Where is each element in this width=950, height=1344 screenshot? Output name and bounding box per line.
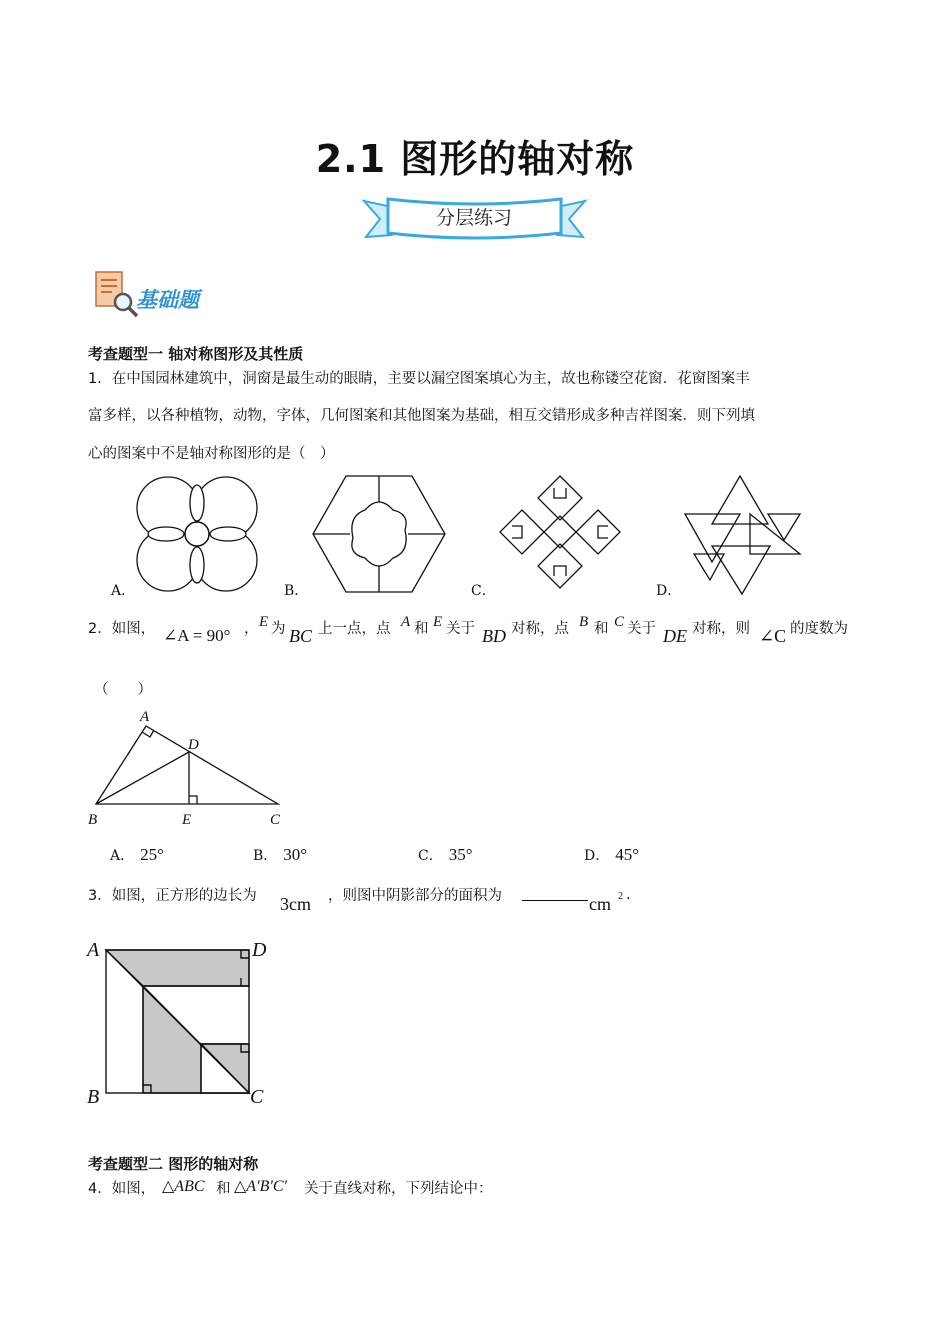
q1-option-b[interactable] (300, 472, 460, 606)
q4-triangle-abc-prime: △A′B′C′ (234, 1178, 288, 1195)
q1-option-d-label: D． (656, 583, 682, 599)
q2-option-b-label: B． (253, 848, 278, 864)
q1-line-2: 富多样，以各种植物，动物，字体，几何图案和其他图案为基础，相互交错形成多种吉祥图案．则下列填 (88, 408, 755, 424)
q1-option-c[interactable] (492, 470, 627, 599)
section-basic (92, 269, 232, 325)
q2-option-d[interactable] (584, 845, 639, 865)
q2-option-d-value: 45° (615, 845, 640, 864)
fig2-label-d: D (188, 737, 199, 753)
q2-text-8: 对称，则 (692, 621, 750, 637)
q2-segment-bd: BD (482, 626, 506, 646)
fig3-label-a: A (87, 939, 100, 961)
flower-window-figure (137, 477, 257, 591)
topic-1-heading: 考查题型一 轴对称图形及其性质 (88, 345, 304, 363)
q2-text-5: 对称，点 (511, 621, 569, 637)
q2-option-b-value: 30° (283, 845, 308, 864)
q2-option-b[interactable] (253, 845, 307, 865)
q2-option-a-label: A． (110, 848, 135, 864)
fig2-label-c: C (270, 812, 281, 828)
q2-text-1: 为 (271, 621, 286, 637)
section-label: 基础题 (136, 288, 199, 312)
q2-text-6: 和 (594, 621, 609, 637)
fig2-label-e: E (182, 812, 192, 828)
q2-text-2: 上一点，点 (318, 621, 391, 637)
document-search-icon (96, 272, 137, 316)
q4-triangle-abc: △ABC (162, 1178, 205, 1195)
q2-text-4: 关于 (446, 621, 475, 637)
q2-option-c-label: C． (418, 848, 443, 864)
q2-paren: （ ） (94, 682, 152, 698)
q2-point-a: A (401, 614, 411, 630)
q2-point-b: B (579, 614, 589, 630)
topic-2-heading: 考查题型二 图形的轴对称 (88, 1155, 259, 1173)
q1-option-b-label: B． (284, 583, 309, 599)
q2-text-3: 和 (414, 621, 429, 637)
practice-banner (362, 193, 587, 249)
q3-answer-blank[interactable] (522, 886, 588, 905)
q2-text-9: 的度数为 (790, 621, 848, 637)
hexagon-window-figure (313, 476, 445, 592)
page-title: 2.1 图形的轴对称 (315, 137, 635, 181)
q1-option-a-label: A． (111, 583, 136, 599)
q3-unit: cm (589, 894, 611, 914)
fig3-label-c: C (250, 1086, 264, 1108)
q1-line-1: 1．在中国园林建筑中，洞窗是最生动的眼睛，主要以漏空图案填心为主，故也称镂空花窗．花窗图案丰 (88, 371, 750, 387)
q1-line-3: 心的图案中不是轴对称图形的是（ ） (88, 446, 335, 462)
fig2-label-a: A (140, 709, 150, 725)
q2-option-c-value: 35° (448, 845, 473, 864)
q3-unit-exponent: 2 (618, 891, 623, 902)
q2-segment-bc: BC (289, 626, 313, 646)
q2-segment-de: DE (663, 626, 687, 646)
fig3-label-d: D (252, 939, 267, 961)
q2-option-a-value: 25° (140, 845, 164, 864)
q3-end: . (626, 887, 631, 903)
q2-point-e-2: E (433, 614, 443, 630)
q1-option-c-label: C． (471, 583, 496, 599)
q2-option-d-label: D． (584, 848, 610, 864)
q2-prefix: 2．如图， (88, 621, 156, 637)
q3-side-length: 3cm (280, 894, 311, 914)
q4-text-2: 关于直线对称，下列结论中： (304, 1181, 493, 1197)
knot-window-figure (500, 476, 620, 588)
q4-prefix: 4．如图， (88, 1181, 156, 1197)
q2-option-c[interactable] (418, 845, 473, 865)
banner-label: 分层练习 (435, 207, 513, 229)
q3-prefix: 3．如图，正方形的边长为 (88, 888, 257, 904)
q1-option-d[interactable] (680, 470, 810, 604)
q3-figure (84, 936, 284, 1115)
q2-angle-c: ∠C (759, 626, 787, 646)
star-of-triangles-figure (685, 476, 800, 594)
fig3-label-b: B (87, 1086, 100, 1108)
q2-sep: ， (244, 621, 259, 637)
q2-point-e: E (259, 614, 269, 630)
q2-text-7: 关于 (627, 621, 656, 637)
q4-text-1: 和 (216, 1181, 231, 1197)
q2-angle-a: ∠A = 90° (163, 626, 231, 645)
fig2-label-b: B (88, 812, 98, 828)
q2-figure (84, 704, 304, 836)
q2-option-a[interactable] (110, 845, 164, 865)
q3-mid: ，则图中阴影部分的面积为 (328, 888, 502, 904)
q2-point-c: C (614, 614, 625, 630)
